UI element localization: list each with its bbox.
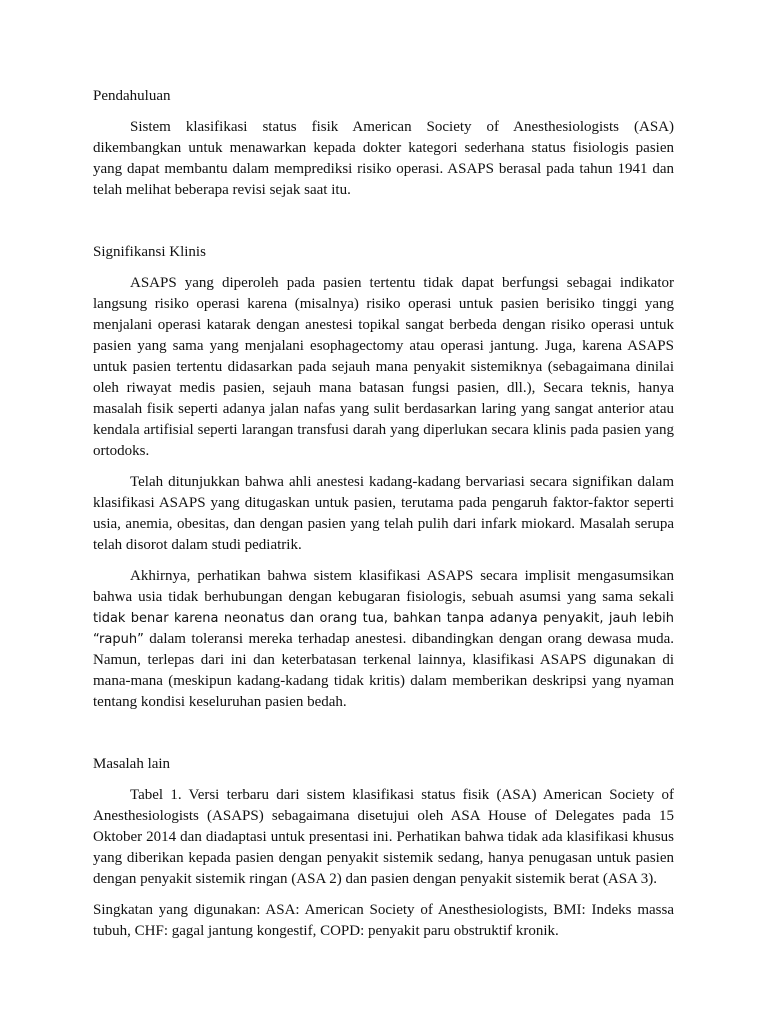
paragraph-pendahuluan: Sistem klasifikasi status fisik American Society of Anesthesiologists (ASA) dikembangkan untuk menawarkan kepada dokter kategori sederhana status fisiologis pasien yang dapat membantu dalam memprediksi risiko operasi. ASAPS berasal pada tahun 1941 dan telah melihat beberapa revisi sejak saat itu. [93, 119, 674, 198]
document-page [93, 86, 674, 942]
paragraph-signifikansi-2: Telah ditunjukkan bahwa ahli anestesi kadang-kadang bervariasi secara signifikan dalam klasifikasi ASAPS yang ditugaskan untuk pasien, terutama pada pengaruh faktor-faktor seperti usia, anemia, obesitas, dan dengan pasien yang telah pulih dari infark miokard. Masalah serupa telah disorot dalam studi pediatrik. [93, 474, 674, 553]
heading-pendahuluan: Pendahuluan [93, 88, 171, 104]
paragraph-signifikansi-3-part2: tidak benar karena neonatus dan orang tua, bahkan tanpa adanya penyakit, jauh lebih “rapuh” [93, 611, 674, 647]
paragraph-masalah-1: Tabel 1. Versi terbaru dari sistem klasifikasi status fisik (ASA) American Society of Anesthesiologists (ASAPS) sebagaimana disetujui oleh ASA House of Delegates pada 15 Oktober 2014 dan diadaptasi untuk presentasi ini. Perhatikan bahwa tidak ada klasifikasi khusus yang diberikan kepada pasien dengan penyakit sistemik sedang, hanya penugasan untuk pasien dengan penyakit sistemik ringan (ASA 2) dan pasien dengan penyakit sistemik berat (ASA 3). [93, 787, 674, 887]
paragraph-signifikansi-1: ASAPS yang diperoleh pada pasien tertentu tidak dapat berfungsi sebagai indikator langsung risiko operasi karena (misalnya) risiko operasi untuk pasien berisiko tinggi yang menjalani operasi katarak dengan anestesi topikal sangat berbeda dengan risiko operasi untuk pasien yang sama yang menjalani esophagectomy atau operasi jantung. Juga, karena ASAPS untuk pasien tertentu didasarkan pada sejauh mana penyakit sistemiknya (sebagaimana dinilai oleh riwayat medis pasien, sejauh mana batasan fungsi pasien, dll.), Secara teknis, hanya masalah fisik seperti adanya jalan nafas yang sulit berdasarkan laring yang sangat anterior atau kendala artifisial seperti larangan transfusi darah yang diperlukan secara klinis pada pasien yang ortodoks. [93, 275, 674, 459]
paragraph-masalah-2: Singkatan yang digunakan: ASA: American Society of Anesthesiologists, BMI: Indeks massa tubuh, CHF: gagal jantung kongestif, COPD: penyakit paru obstruktif kronik. [93, 902, 674, 939]
heading-masalah-lain: Masalah lain [93, 756, 171, 772]
heading-signifikansi-klinis: Signifikansi Klinis [93, 244, 206, 260]
paragraph-signifikansi-3-part1: Akhirnya, perhatikan bahwa sistem klasifikasi ASAPS secara implisit mengasumsikan bahwa usia tidak berhubungan dengan kebugaran fisiologis, sebuah asumsi yang sama sekali [93, 568, 674, 605]
paragraph-signifikansi-3-part3: dalam toleransi mereka terhadap anestesi. dibandingkan dengan orang dewasa muda. Namun, terlepas dari ini dan keterbatasan terkenal lainnya, klasifikasi ASAPS digunakan di mana-mana (meskipun kadang-kadang tidak kritis) dalam memberikan deskripsi yang nyaman tentang kondisi keseluruhan pasien bedah. [93, 631, 674, 710]
paragraph-signifikansi-3 [93, 566, 674, 713]
